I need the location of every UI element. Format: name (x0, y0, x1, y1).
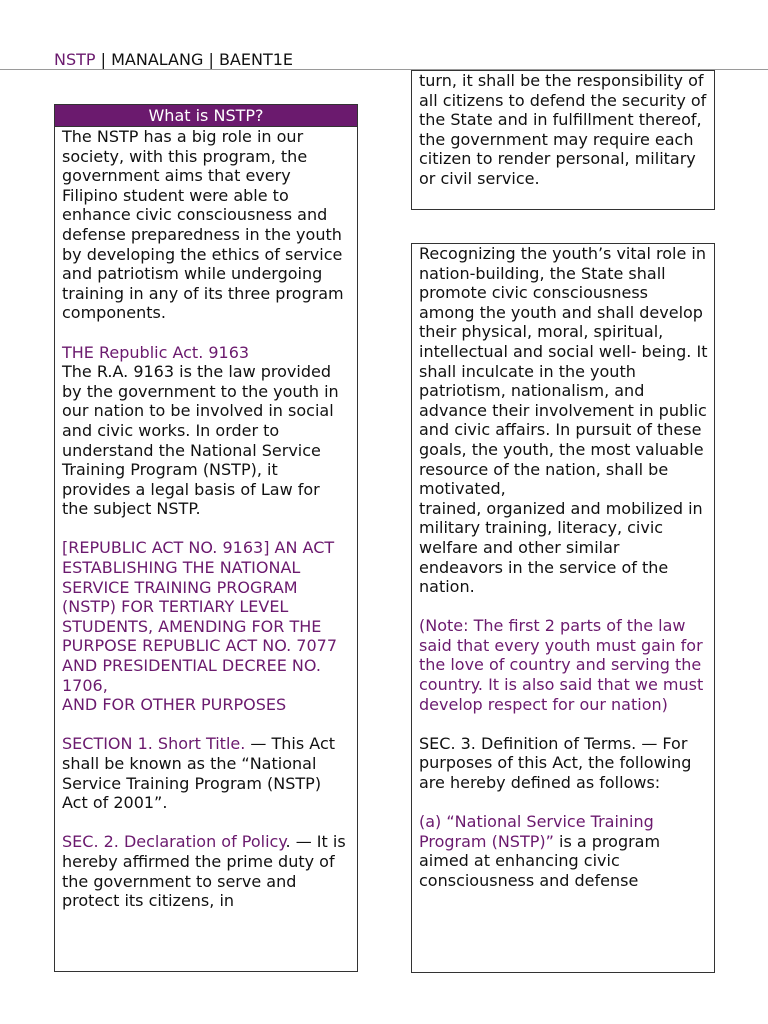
youth-paragraph-1: Recognizing the youth’s vital role in nation-building, the State shall promote civic consciousness (419, 244, 706, 303)
section-2-text: . — It is hereby affirmed the prime duty of the government to serve and protect its citizens, in (62, 832, 346, 911)
youth-paragraph-2: among the youth and shall develop their physical, moral, spiritual, intellectual and social well- being. It shall inculcate in the youth patriotism, nationalism, and advance their involvement in public and civic affairs. In pursuit of these goals, the youth, the most valuable resource of the nation, shall be motivated, (419, 302, 708, 499)
note-paragraph: (Note: The first 2 parts of the law said that every youth must gain for the love of country and serving the country. It is also said that we must develop respect for our nation) (419, 616, 704, 714)
definition-a-text: is a program aimed at enhancing civic consciousness and defense (419, 831, 661, 890)
section-2 (62, 832, 351, 910)
header-separator: | (95, 50, 112, 69)
left-box-body (55, 127, 357, 911)
right-top-text-box (411, 70, 715, 210)
page-header (54, 50, 293, 70)
header-course: NSTP (54, 50, 96, 69)
act-title-tail: AND FOR OTHER PURPOSES (62, 695, 287, 715)
ra-paragraph: The R.A. 9163 is the law provided by the government to the youth in our nation to be involved in social and civic works. In order to understand the National Service Training Program (NSTP), it provides a legal basis of Law for the subject NSTP. (62, 362, 339, 519)
header-separator: | (203, 50, 219, 69)
section-1-heading: SECTION 1. Short Title. (62, 734, 246, 754)
definition-a (419, 812, 708, 890)
header-author: MANALANG (111, 50, 204, 69)
section-1 (62, 734, 351, 812)
youth-paragraph-3: trained, organized and mobilized in military training, literacy, civic welfare and other similar endeavors in the service of the nation. (419, 498, 703, 597)
box-title: What is NSTP? (55, 105, 357, 127)
section-2-heading: SEC. 2. Declaration of Policy (62, 832, 286, 852)
continuation-paragraph: turn, it shall be the responsibility of all citizens to defend the security of the State and in fulfillment thereof, the government may require each citizen to render personal, military or civil service. (419, 71, 707, 188)
header-section: BAENT1E (218, 50, 293, 69)
left-text-box (54, 104, 358, 972)
act-title: [REPUBLIC ACT NO. 9163] AN ACT ESTABLISHING THE NATIONAL SERVICE TRAINING PROGRAM (NSTP) FOR TERTIARY LEVEL STUDENTS, AMENDING FOR THE PURPOSE REPUBLIC ACT NO. 7077 AND PRESIDENTIAL DECREE NO. 1706, (62, 538, 338, 695)
section-3: SEC. 3. Definition of Terms. — For purposes of this Act, the following are hereby defined as follows: (419, 733, 692, 793)
ra-heading: THE Republic Act. 9163 (62, 342, 250, 362)
section-1-text: — This Act shall be known as the “National Service Training Program (NSTP) Act of 2001”. (62, 734, 336, 813)
right-bottom-text-box (411, 243, 715, 973)
intro-paragraph: The NSTP has a big role in our society, with this program, the government aims that every Filipino student were able to enhance civic consciousness and defense preparedness in the youth by developing the ethics of service and patriotism while undergoing training in any of its three program components. (62, 127, 344, 323)
definition-a-heading: (a) “National Service Training Program (NSTP)” (419, 812, 654, 851)
